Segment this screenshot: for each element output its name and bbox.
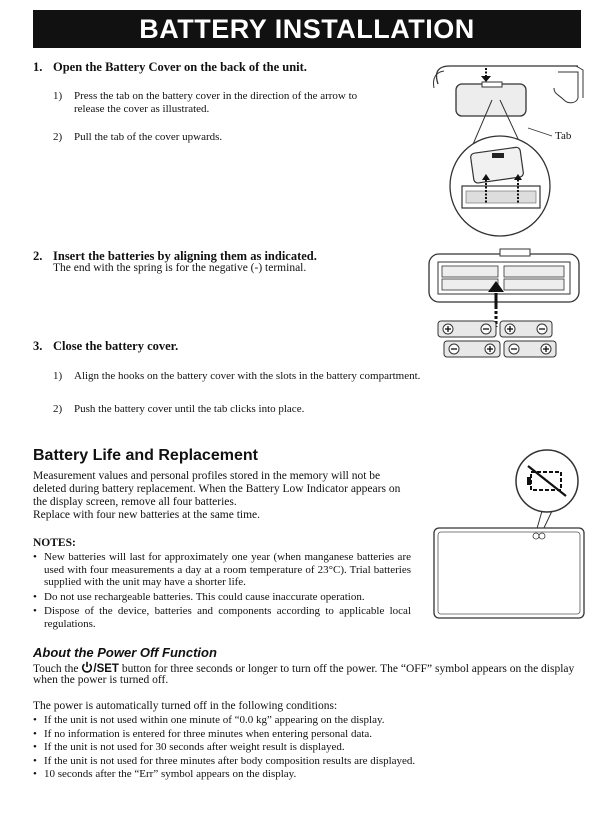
power-off-heading: About the Power Off Function [33,645,217,660]
power-off-touch-line-2: when the power is turned off. [33,674,169,686]
condition-item: • If the unit is not used within one minute of “0.0 kg” appearing on the display. [33,714,573,727]
note-item: • Dispose of the device, batteries and components according to applicable local regulations. [33,605,411,630]
power-icon [81,661,93,673]
battery-life-line-3: the display screen, remove all four batteries. [33,496,237,508]
step3-number: 3. [33,339,43,353]
battery-life-heading: Battery Life and Replacement [33,447,258,464]
step3-sub2-number: 2) [53,403,63,415]
step2-number: 2. [33,249,43,263]
battery-compartment-illustration [426,248,586,360]
touch-pre-text: Touch the [33,663,82,675]
battery-life-line-1: Measurement values and personal profiles stored in the memory will not be [33,470,381,482]
auto-off-conditions [33,714,573,782]
touch-post-text: button for three seconds or longer to turn off the power. The “OFF” symbol appears on the display [118,663,575,675]
auto-off-intro: The power is automatically turned off in the following conditions: [33,700,338,712]
page-banner: BATTERY INSTALLATION [33,10,581,48]
condition-item: • If no information is entered for three minutes when entering personal data. [33,728,573,741]
step2-title: Insert the batteries by aligning them as indicated. [53,249,317,263]
note-item: • New batteries will last for approximately one year (when manganese batteries are used with four measurements a day at a room temperature of 23°C). Trial batteries supplied with the unit may have a shorter life. [33,551,411,589]
step1-number: 1. [33,60,43,74]
set-button-label: /SET [93,663,119,675]
step1-sub1-text: Press the tab on the battery cover in the direction of the arrow to release the cover as illustrated. [74,90,358,115]
step1-sub1-number: 1) [53,90,63,102]
step3-sub2-text: Push the battery cover until the tab clicks into place. [74,403,305,415]
battery-cover-illustration [428,58,588,238]
step2-text: The end with the spring is for the negative (-) terminal. [53,262,307,274]
notes-heading: NOTES: [33,537,76,549]
condition-item: • 10 seconds after the “Err” symbol appears on the display. [33,768,573,781]
step1-sub2-number: 2) [53,131,63,143]
step1-sub2-text: Pull the tab of the cover upwards. [74,131,223,143]
battery-life-line-2: deleted during battery replacement. When the Battery Low Indicator appears on [33,483,401,495]
step3-sub1-text: Align the hooks on the battery cover with the slots in the battery compartment. [74,370,421,382]
tab-callout-label: Tab [555,130,572,142]
battery-low-display-illustration [428,448,588,620]
battery-life-line-4: Replace with four new batteries at the same time. [33,509,261,521]
condition-item: • If the unit is not used for 30 seconds after weight result is displayed. [33,741,573,754]
condition-item: • If the unit is not used for three minutes after body composition results are displayed. [33,755,573,768]
note-item: • Do not use rechargeable batteries. This could cause inaccurate operation. [33,591,411,604]
step1-title: Open the Battery Cover on the back of the unit. [53,60,307,74]
step3-sub1-number: 1) [53,370,63,382]
notes-list [33,551,411,633]
step3-title: Close the battery cover. [53,339,179,353]
